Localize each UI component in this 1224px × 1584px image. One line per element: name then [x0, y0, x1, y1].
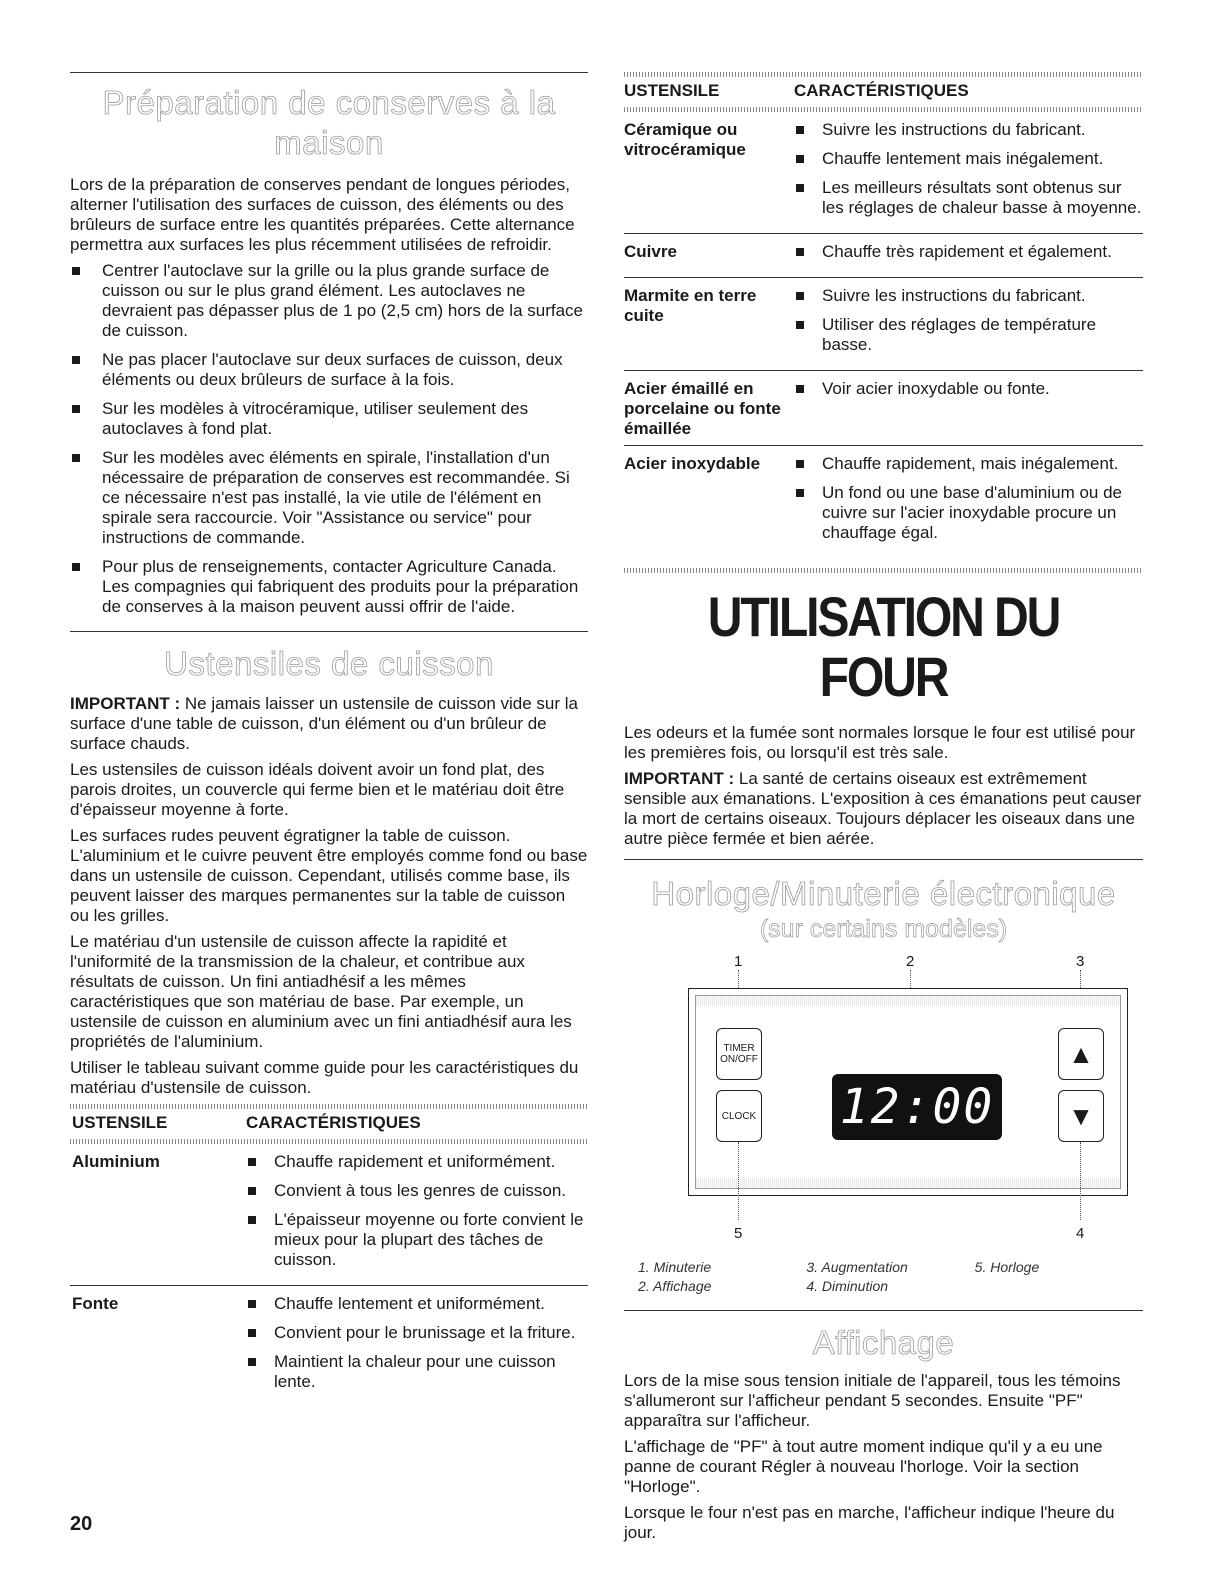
- legend-item: 2. Affichage: [638, 1278, 712, 1294]
- page-title: UTILISATION DU FOUR: [707, 585, 1060, 708]
- section-divider: [70, 631, 588, 632]
- horloge-heading: Horloge/Minuterie électronique: [651, 875, 1116, 912]
- important-text: Ne jamais laisser un ustensile de cuisson vide sur la surface d'une table de cuisson, d'un élément ou d'un brûleur de surface chauds.: [70, 694, 578, 753]
- list-item: L'épaisseur moyenne ou forte convient le mieux pour la plupart des tâches de cuisson.: [246, 1210, 588, 1270]
- material-name: Acier émaillé en porcelaine ou fonte émaillée: [624, 371, 794, 446]
- panel-face: [696, 1006, 1120, 1178]
- list-item: Chauffe lentement et uniformément.: [246, 1294, 588, 1314]
- paragraph: Le matériau d'un ustensile de cuisson affecte la rapidité et l'uniformité de la transmission de la chaleur, et contribue aux résultats de cuisson. Un fini antiadhésif a les mêmes caractéristiques que son matériau de base. Par exemple, un ustensile de cuisson en aluminium avec un fini antiadhésif aura les propriétés de l'aluminium.: [70, 932, 572, 1051]
- table-header-caracteristiques: CARACTÉRISTIQUES: [246, 1113, 421, 1132]
- table-row: [624, 112, 1143, 234]
- table-row: [70, 1286, 588, 1408]
- table-header-ustensile: USTENSILE: [624, 81, 720, 100]
- section-divider: [624, 1310, 1143, 1311]
- important-label: IMPORTANT :: [70, 694, 181, 713]
- paragraph: Utiliser le tableau suivant comme guide pour les caractéristiques du matériau d'ustensile de cuisson.: [70, 1058, 579, 1097]
- paragraph: Les surfaces rudes peuvent égratigner la table de cuisson. L'aluminium et le cuivre peuvent être employés comme fond ou base dans un ustensile de cuisson. Cependant, utilisés comme base, ils peuvent laisser des marques permanentes sur la table de cuisson ou les grilles.: [70, 826, 588, 925]
- right-column: [624, 72, 1143, 1549]
- left-column: [70, 72, 588, 1407]
- legend-item: 3. Augmentation: [806, 1259, 908, 1275]
- callout-5: 5: [734, 1225, 743, 1242]
- paragraph: Lorsque le four n'est pas en marche, l'afficheur indique l'heure du jour.: [624, 1503, 1115, 1542]
- timer-button[interactable]: TIMER ON/OFF: [716, 1028, 762, 1080]
- table-row: [624, 371, 1143, 446]
- list-item: Sur les modèles avec éléments en spirale, l'installation d'un nécessaire de préparation de conserves est recommandée. Si ce nécessaire n'est pas installé, la vie utile de l'élément en spirale sera raccourcie. Voir "Assistance ou service" pour instructions de commande.: [70, 448, 588, 548]
- conserves-list: [70, 261, 588, 617]
- horloge-subtitle: (sur certains modèles): [759, 915, 1008, 943]
- conserves-heading: Préparation de conserves à la maison: [102, 84, 556, 161]
- material-name: Cuivre: [624, 234, 794, 278]
- legend-column: [806, 1258, 974, 1296]
- material-name: Marmite en terre cuite: [624, 278, 794, 371]
- list-item: Chauffe très rapidement et également.: [794, 242, 1143, 262]
- four-intro: Les odeurs et la fumée sont normales lorsque le four est utilisé pour les premières fois, ou lorsqu'il est très sale.: [624, 723, 1136, 762]
- list-item: Convient pour le brunissage et la friture.: [246, 1323, 588, 1343]
- list-item: Utiliser des réglages de température basse.: [794, 315, 1143, 355]
- legend-item: 4. Diminution: [806, 1278, 889, 1294]
- list-item: Pour plus de renseignements, contacter Agriculture Canada. Les compagnies qui fabriquent des produits pour la préparation de conserves à la maison peuvent aussi offrir de l'aide.: [70, 557, 588, 617]
- table-row: [70, 1144, 588, 1286]
- clock-panel-diagram: [624, 952, 1143, 1252]
- conserves-intro: Lors de la préparation de conserves pendant de longues périodes, alterner l'utilisation des surfaces de cuisson, des éléments ou des brûleurs de surface entre les quantités préparées. Cette alternance permettra aux surfaces les plus récemment utilisées de refroidir.: [70, 175, 575, 254]
- ustensiles-heading: Ustensiles de cuisson: [164, 645, 494, 682]
- list-item: Sur les modèles à vitrocéramique, utiliser seulement des autoclaves à fond plat.: [70, 399, 588, 439]
- section-divider: [624, 859, 1143, 860]
- four-important: [624, 769, 1143, 849]
- list-item: Chauffe lentement mais inégalement.: [794, 149, 1143, 169]
- legend-column: [975, 1258, 1143, 1296]
- diagram-legend: [624, 1258, 1143, 1296]
- callout-2: 2: [906, 953, 915, 970]
- paragraph: L'affichage de "PF" à tout autre moment indique qu'il y a eu une panne de courant Régler à nouveau l'horloge. Voir la section "Horloge".: [624, 1437, 1103, 1496]
- ustensiles-important: [70, 694, 588, 754]
- section-divider: [70, 72, 588, 73]
- affichage-heading: Affichage: [812, 1324, 955, 1361]
- list-item: Voir acier inoxydable ou fonte.: [794, 379, 1143, 399]
- list-item: Les meilleurs résultats sont obtenus sur les réglages de chaleur basse à moyenne.: [794, 178, 1143, 218]
- callout-3: 3: [1076, 953, 1085, 970]
- list-item: Ne pas placer l'autoclave sur deux surfaces de cuisson, deux éléments ou deux brûleurs de surface à la fois.: [70, 350, 588, 390]
- paragraph: Lors de la mise sous tension initiale de l'appareil, tous les témoins s'allumeront sur l'afficheur pendant 5 secondes. Ensuite "PF" apparaîtra sur l'afficheur.: [624, 1371, 1121, 1430]
- table-bottom-rule: [624, 568, 1143, 573]
- important-label: IMPORTANT :: [624, 769, 735, 788]
- callout-1: 1: [734, 953, 743, 970]
- list-item: Suivre les instructions du fabricant.: [794, 286, 1143, 306]
- list-item: Un fond ou une base d'aluminium ou de cuivre sur l'acier inoxydable procure un chauffage égal.: [794, 483, 1143, 543]
- list-item: Chauffe rapidement, mais inégalement.: [794, 454, 1143, 474]
- list-item: Centrer l'autoclave sur la grille ou la plus grande surface de cuisson ou sur le plus grand élément. Les autoclaves ne devraient pas dépasser plus de 1 po (2,5 cm) hors de la surface de cuisson.: [70, 261, 588, 341]
- control-panel: [688, 988, 1128, 1196]
- table-row: [624, 278, 1143, 371]
- clock-display: 12:00: [832, 1074, 1002, 1140]
- clock-button[interactable]: CLOCK: [716, 1090, 762, 1142]
- material-name: Céramique ou vitrocéramique: [624, 112, 794, 234]
- legend-item: 5. Horloge: [974, 1259, 1040, 1275]
- legend-column: [638, 1258, 806, 1296]
- table-header-ustensile: USTENSILE: [72, 1113, 168, 1132]
- list-item: Suivre les instructions du fabricant.: [794, 120, 1143, 140]
- list-item: Chauffe rapidement et uniformément.: [246, 1152, 588, 1172]
- down-arrow-button[interactable]: ▼: [1058, 1090, 1104, 1142]
- table-row: [624, 446, 1143, 559]
- table-row: [624, 234, 1143, 278]
- up-arrow-button[interactable]: ▲: [1058, 1028, 1104, 1080]
- important-text: La santé de certains oiseaux est extrêmement sensible aux émanations. L'exposition à ces émanations peut causer la mort de certains oiseaux. Toujours déplacer les oiseaux dans une autre pièce fermée et bien aérée.: [624, 769, 1142, 848]
- legend-item: 1. Minuterie: [638, 1259, 712, 1275]
- list-item: Convient à tous les genres de cuisson.: [246, 1181, 588, 1201]
- leader-line: [738, 1142, 739, 1220]
- material-name: Fonte: [72, 1294, 119, 1313]
- table-header-caracteristiques: CARACTÉRISTIQUES: [794, 81, 969, 100]
- material-name: Aluminium: [70, 1144, 246, 1286]
- callout-4: 4: [1076, 1225, 1085, 1242]
- panel-bezel: [695, 995, 1121, 1189]
- leader-line: [1080, 1142, 1081, 1220]
- paragraph: Les ustensiles de cuisson idéals doivent avoir un fond plat, des parois droites, un couvercle qui ferme bien et le matériau doit être d'épaisseur moyenne à forte.: [70, 760, 565, 819]
- page-number: 20: [70, 1513, 93, 1535]
- material-name: Acier inoxydable: [624, 454, 761, 473]
- cookware-table-right: [624, 77, 1143, 558]
- cookware-table-left: [70, 1109, 588, 1407]
- list-item: Maintient la chaleur pour une cuisson lente.: [246, 1352, 588, 1392]
